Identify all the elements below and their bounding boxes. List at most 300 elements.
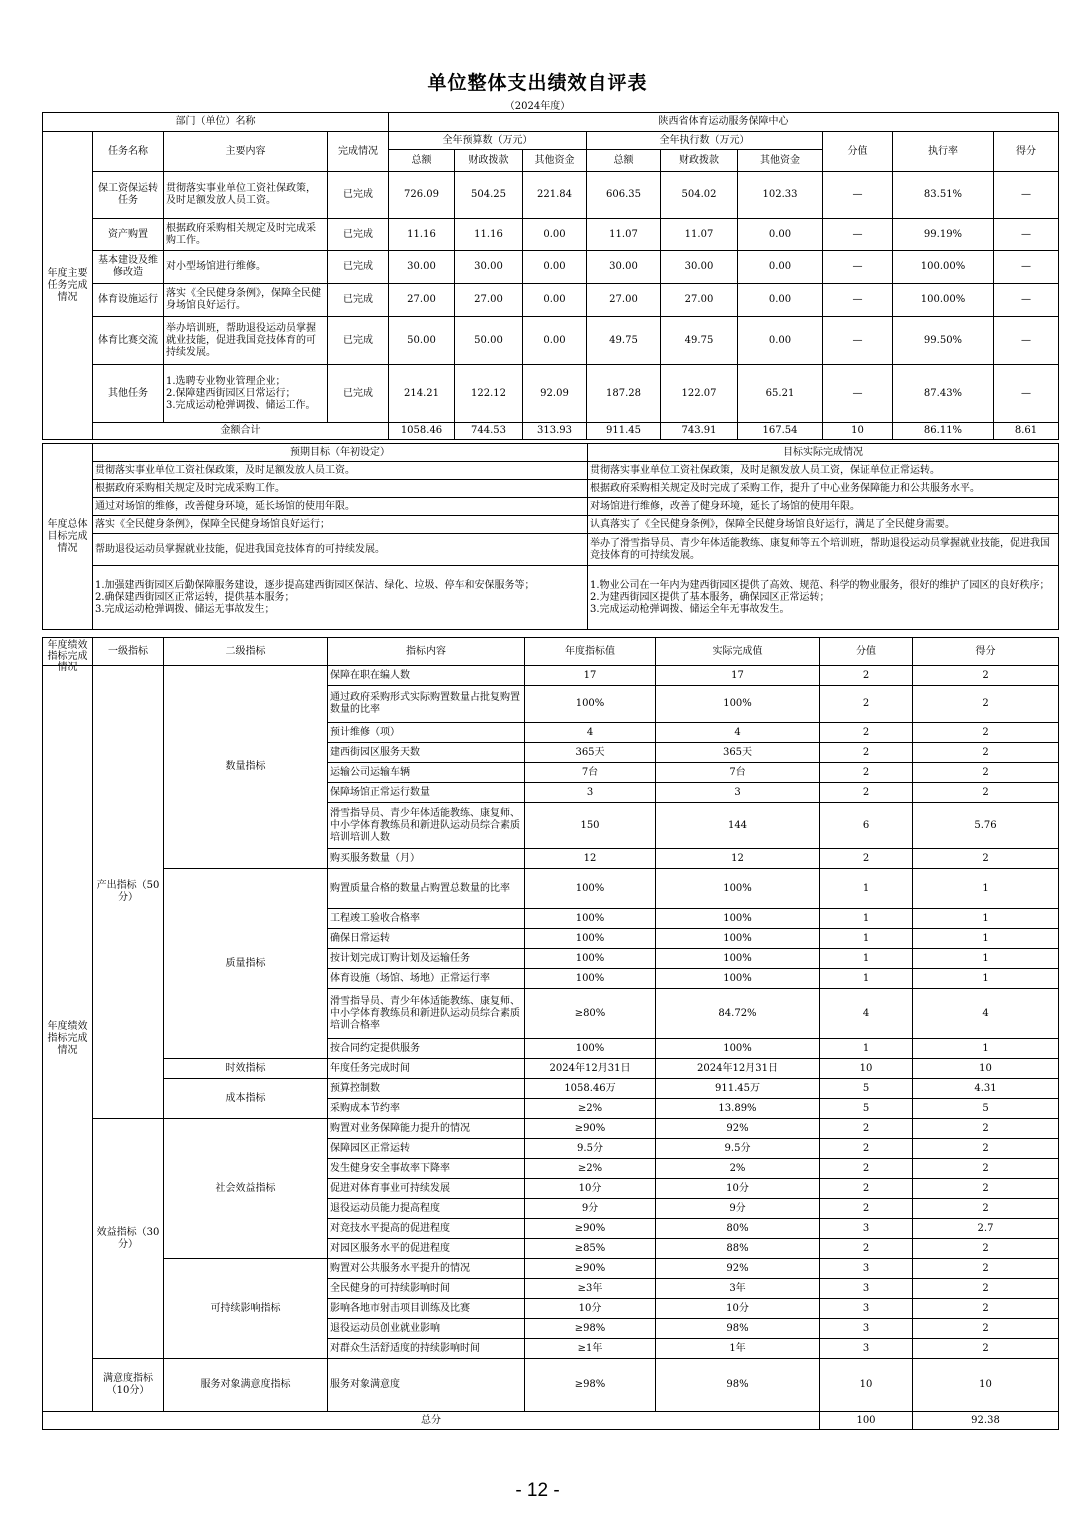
total-value: 100 <box>820 1412 913 1430</box>
task-budget-fiscal: 50.00 <box>455 317 523 365</box>
indicator-target: 100% <box>525 969 656 989</box>
header-task-content: 主要内容 <box>164 132 328 172</box>
task-exec-fiscal: 122.07 <box>661 365 738 423</box>
indicator-actual: 92% <box>656 1119 820 1139</box>
task-score: — <box>994 317 1059 365</box>
task-content: 贯彻落实事业单位工资社保政策，及时足额发放人员工资。 <box>164 172 328 219</box>
indicator-target: ≥80% <box>525 989 656 1039</box>
indicator-content: 年度任务完成时间 <box>328 1059 525 1079</box>
indicator-value: 3 <box>820 1219 913 1239</box>
task-status: 已完成 <box>328 284 389 317</box>
indicator-actual: 9.5分 <box>656 1139 820 1159</box>
expected-header: 预期目标（年初设定） <box>93 444 588 462</box>
indicator-target: 17 <box>525 666 656 686</box>
task-exec-fiscal: 11.07 <box>661 219 738 251</box>
sum-exec-total: 911.45 <box>587 423 661 440</box>
level2-satisfaction: 服务对象满意度指标 <box>164 1359 328 1412</box>
task-exec-total: 606.35 <box>587 172 661 219</box>
perf-header-score: 得分 <box>913 638 1059 666</box>
goal-row <box>43 462 1059 480</box>
indicator-actual: 100% <box>656 949 820 969</box>
year-subtitle: （2024年度） <box>504 101 571 112</box>
indicator-score: 1 <box>913 869 1059 909</box>
goal-line: 1.物业公司在一年内为建西街园区提供了高效、规范、科学的物业服务，很好的维护了园区的良好秩序； <box>590 579 1050 591</box>
goal-actual: 认真落实了《全民健身条例》，保障全民健身场馆良好运行，满足了全民健身需要。 <box>588 516 1059 534</box>
table-row <box>43 1259 1059 1279</box>
indicator-target: ≥90% <box>525 1259 656 1279</box>
task-score: — <box>994 219 1059 251</box>
task-budget-fiscal: 11.16 <box>455 219 523 251</box>
total-score: 92.38 <box>913 1412 1059 1430</box>
goal-row <box>43 480 1059 498</box>
indicator-actual: 4 <box>656 723 820 743</box>
header-exec-group: 全年执行数（万元） <box>587 132 823 150</box>
indicator-actual: 10分 <box>656 1179 820 1199</box>
indicator-score: 1 <box>913 929 1059 949</box>
indicator-value: 1 <box>820 1039 913 1059</box>
indicator-score: 2 <box>913 849 1059 869</box>
indicator-value: 1 <box>820 949 913 969</box>
perf-header-target: 年度指标值 <box>525 638 656 666</box>
goal-expected: 通过对场馆的维修，改善健身环境，延长场馆的使用年限。 <box>93 498 588 516</box>
task-budget-total: 50.00 <box>389 317 455 365</box>
indicator-content: 发生健身安全事故率下降率 <box>328 1159 525 1179</box>
task-exec-total: 187.28 <box>587 365 661 423</box>
indicator-content: 购置对业务保障能力提升的情况 <box>328 1119 525 1139</box>
indicator-value: 3 <box>820 1259 913 1279</box>
goal-row <box>43 498 1059 516</box>
indicator-target: 9.5分 <box>525 1139 656 1159</box>
table-row <box>43 869 1059 909</box>
indicator-score: 2 <box>913 1119 1059 1139</box>
task-budget-total: 214.21 <box>389 365 455 423</box>
task-budget-fiscal: 30.00 <box>455 251 523 284</box>
indicator-actual: 3 <box>656 783 820 803</box>
indicator-target: 100% <box>525 1039 656 1059</box>
indicator-value: 3 <box>820 1279 913 1299</box>
perf-header-level2: 二级指标 <box>164 638 328 666</box>
indicator-score: 2 <box>913 1139 1059 1159</box>
indicator-score: 10 <box>913 1359 1059 1412</box>
indicator-score: 2 <box>913 723 1059 743</box>
indicator-content: 保障园区正常运转 <box>328 1139 525 1159</box>
task-score-value: — <box>823 317 893 365</box>
indicator-actual: 1年 <box>656 1339 820 1359</box>
indicator-score: 5 <box>913 1099 1059 1119</box>
task-budget-fiscal: 27.00 <box>455 284 523 317</box>
indicator-value: 2 <box>820 686 913 723</box>
task-row <box>43 365 1059 423</box>
task-budget-other: 0.00 <box>523 219 587 251</box>
indicator-value: 3 <box>820 1299 913 1319</box>
indicator-content: 保障在职在编人数 <box>328 666 525 686</box>
indicator-target: 10分 <box>525 1299 656 1319</box>
task-score-value: — <box>823 219 893 251</box>
indicator-target: 150 <box>525 803 656 849</box>
sum-label: 金额合计 <box>93 423 389 440</box>
indicator-value: 1 <box>820 929 913 949</box>
indicator-actual: 92% <box>656 1259 820 1279</box>
task-exec-fiscal: 49.75 <box>661 317 738 365</box>
indicator-value: 2 <box>820 1239 913 1259</box>
sum-exec-rate: 86.11% <box>893 423 994 440</box>
table-row <box>43 666 1059 686</box>
goal-expected <box>93 566 588 630</box>
indicator-content: 预算控制数 <box>328 1079 525 1099</box>
indicator-target: 9分 <box>525 1199 656 1219</box>
perf-header-level1: 一级指标 <box>93 638 164 666</box>
indicator-score: 1 <box>913 1039 1059 1059</box>
task-row <box>43 284 1059 317</box>
task-status: 已完成 <box>328 219 389 251</box>
dept-label: 部门（单位）名称 <box>43 113 389 132</box>
task-status: 已完成 <box>328 317 389 365</box>
goal-expected: 落实《全民健身条例》，保障全民健身场馆良好运行； <box>93 516 588 534</box>
indicator-content: 滑雪指导员、青少年体适能教练、康复师、中小学体育教练员和新进队运动员综合素质培训培训人数 <box>328 803 525 849</box>
header-budget-group: 全年预算数（万元） <box>389 132 587 150</box>
indicator-score: 2 <box>913 686 1059 723</box>
indicator-value: 1 <box>820 869 913 909</box>
goal-row <box>43 566 1059 630</box>
indicator-score: 4.31 <box>913 1079 1059 1099</box>
performance-table <box>42 637 1059 1430</box>
indicator-score: 10 <box>913 1059 1059 1079</box>
task-content-line: 1.选聘专业物业管理企业； <box>166 375 286 387</box>
goals-section-label: 年度总体目标完成情况 <box>43 444 93 630</box>
task-budget-other: 0.00 <box>523 251 587 284</box>
indicator-value: 5 <box>820 1099 913 1119</box>
task-budget-other: 221.84 <box>523 172 587 219</box>
header-budget-fiscal: 财政拨款 <box>455 150 523 172</box>
indicator-target: ≥2% <box>525 1099 656 1119</box>
goal-line: 3.完成运动枪弹调拨、储运无事故发生； <box>95 603 275 615</box>
total-row <box>43 1412 1059 1430</box>
indicator-target: 10分 <box>525 1179 656 1199</box>
indicator-score: 1 <box>913 949 1059 969</box>
task-budget-fiscal: 504.25 <box>455 172 523 219</box>
task-exec-other: 0.00 <box>738 219 823 251</box>
task-budget-other: 92.09 <box>523 365 587 423</box>
task-content: 对小型场馆进行维修。 <box>164 251 328 284</box>
indicator-content: 退役运动员能力提高程度 <box>328 1199 525 1219</box>
task-score: — <box>994 284 1059 317</box>
indicator-score: 2 <box>913 1159 1059 1179</box>
indicator-actual: 13.89% <box>656 1099 820 1119</box>
indicator-actual: 7台 <box>656 763 820 783</box>
indicator-value: 1 <box>820 969 913 989</box>
indicator-actual: 3年 <box>656 1279 820 1299</box>
task-content-line: 2.保障建西街园区日常运行； <box>166 387 296 399</box>
indicator-score: 2 <box>913 763 1059 783</box>
header-budget-total: 总额 <box>389 150 455 172</box>
task-status: 已完成 <box>328 172 389 219</box>
indicator-score: 2.7 <box>913 1219 1059 1239</box>
indicator-actual: 100% <box>656 686 820 723</box>
indicator-target: 100% <box>525 909 656 929</box>
task-row <box>43 172 1059 219</box>
task-budget-total: 27.00 <box>389 284 455 317</box>
task-score-value: — <box>823 172 893 219</box>
level2-cost: 成本指标 <box>164 1079 328 1119</box>
indicator-content: 滑雪指导员、青少年体适能教练、康复师、中小学体育教练员和新进队运动员综合素质培训合格率 <box>328 989 525 1039</box>
indicator-actual: 911.45万 <box>656 1079 820 1099</box>
task-status: 已完成 <box>328 251 389 284</box>
indicator-actual: 17 <box>656 666 820 686</box>
indicator-target: ≥1年 <box>525 1339 656 1359</box>
sum-budget-total: 1058.46 <box>389 423 455 440</box>
indicator-value: 10 <box>820 1059 913 1079</box>
goals-table <box>42 443 1059 630</box>
indicator-content: 运输公司运输车辆 <box>328 763 525 783</box>
level2-sustain: 可持续影响指标 <box>164 1259 328 1359</box>
indicator-content: 购置质量合格的数量占购置总数量的比率 <box>328 869 525 909</box>
indicator-score: 2 <box>913 1239 1059 1259</box>
indicator-content: 对园区服务水平的促进程度 <box>328 1239 525 1259</box>
task-content <box>164 365 328 423</box>
task-name: 体育设施运行 <box>93 284 164 317</box>
task-exec-total: 27.00 <box>587 284 661 317</box>
indicator-target: 365天 <box>525 743 656 763</box>
indicator-score: 5.76 <box>913 803 1059 849</box>
indicator-target: ≥90% <box>525 1119 656 1139</box>
indicator-target: 4 <box>525 723 656 743</box>
task-budget-other: 0.00 <box>523 317 587 365</box>
goal-actual: 对场馆进行维修，改善了健身环境，延长了场馆的使用年限。 <box>588 498 1059 516</box>
task-exec-other: 65.21 <box>738 365 823 423</box>
indicator-score: 2 <box>913 743 1059 763</box>
indicator-content: 购买服务数量（月） <box>328 849 525 869</box>
indicator-value: 2 <box>820 1199 913 1219</box>
indicator-actual: 98% <box>656 1319 820 1339</box>
task-exec-total: 11.07 <box>587 219 661 251</box>
goal-actual: 根据政府采购相关规定及时完成了采购工作，提升了中心业务保障能力和公共服务水平。 <box>588 480 1059 498</box>
indicator-score: 4 <box>913 989 1059 1039</box>
task-score: — <box>994 172 1059 219</box>
indicator-score: 2 <box>913 666 1059 686</box>
header-exec-rate: 执行率 <box>893 132 994 172</box>
indicator-target: ≥90% <box>525 1219 656 1239</box>
task-content: 根据政府采购相关规定及时完成采购工作。 <box>164 219 328 251</box>
indicator-actual: 100% <box>656 869 820 909</box>
goal-line: 1.加强建西街园区后勤保障服务建设，逐步提高建西街园区保洁、绿化、垃圾、停车和安保服务等； <box>95 579 535 591</box>
indicator-actual: 98% <box>656 1359 820 1412</box>
indicator-content: 预计维修（项） <box>328 723 525 743</box>
indicator-value: 4 <box>820 989 913 1039</box>
indicator-actual: 100% <box>656 1039 820 1059</box>
indicator-value: 6 <box>820 803 913 849</box>
header-task-name: 任务名称 <box>93 132 164 172</box>
task-content-line: 3.完成运动枪弹调拨、储运工作。 <box>166 399 316 411</box>
indicator-actual: 10分 <box>656 1299 820 1319</box>
header-score-value: 分值 <box>823 132 893 172</box>
page-title: 单位整体支出绩效自评表 <box>427 72 648 94</box>
indicator-score: 2 <box>913 783 1059 803</box>
task-score-value: — <box>823 365 893 423</box>
level2-social: 社会效益指标 <box>164 1119 328 1259</box>
header-exec-fiscal: 财政拨款 <box>661 150 738 172</box>
task-budget-fiscal: 122.12 <box>455 365 523 423</box>
task-row <box>43 317 1059 365</box>
task-exec-rate: 100.00% <box>893 251 994 284</box>
indicator-target: 100% <box>525 686 656 723</box>
task-exec-rate: 83.51% <box>893 172 994 219</box>
indicator-content: 促进对体育事业可持续发展 <box>328 1179 525 1199</box>
indicator-value: 2 <box>820 723 913 743</box>
task-score-value: — <box>823 251 893 284</box>
indicator-actual: 80% <box>656 1219 820 1239</box>
indicator-actual: 84.72% <box>656 989 820 1039</box>
indicator-value: 2 <box>820 666 913 686</box>
indicator-value: 10 <box>820 1359 913 1412</box>
perf-header-clipped: 年度绩效指标完成情况 <box>43 638 93 666</box>
task-score: — <box>994 365 1059 423</box>
task-exec-other: 0.00 <box>738 317 823 365</box>
task-name: 保工资保运转任务 <box>93 172 164 219</box>
level2-timeliness: 时效指标 <box>164 1059 328 1079</box>
dept-value: 陕西省体育运动服务保障中心 <box>389 113 1059 132</box>
header-exec-total: 总额 <box>587 150 661 172</box>
header-score: 得分 <box>994 132 1059 172</box>
indicator-content: 影响各地市射击项目训练及比赛 <box>328 1299 525 1319</box>
indicator-value: 2 <box>820 783 913 803</box>
indicator-value: 2 <box>820 849 913 869</box>
indicator-score: 2 <box>913 1299 1059 1319</box>
task-exec-rate: 87.43% <box>893 365 994 423</box>
task-exec-total: 30.00 <box>587 251 661 284</box>
task-score-value: — <box>823 284 893 317</box>
page-number: - 12 - <box>515 1480 560 1501</box>
sum-budget-fiscal: 744.53 <box>455 423 523 440</box>
task-exec-total: 49.75 <box>587 317 661 365</box>
indicator-score: 1 <box>913 909 1059 929</box>
table-row <box>43 1059 1059 1079</box>
indicator-content: 全民健身的可持续影响时间 <box>328 1279 525 1299</box>
indicator-content: 确保日常运转 <box>328 929 525 949</box>
task-exec-rate: 99.19% <box>893 219 994 251</box>
indicator-content: 通过政府采购形式实际购置数量占批复购置数量的比率 <box>328 686 525 723</box>
tasks-section-label: 年度主要任务完成情况 <box>43 132 93 440</box>
level2-quantity: 数量指标 <box>164 666 328 869</box>
indicator-target: ≥98% <box>525 1319 656 1339</box>
indicator-value: 2 <box>820 763 913 783</box>
indicator-actual: 2024年12月31日 <box>656 1059 820 1079</box>
indicator-content: 按计划完成订购计划及运输任务 <box>328 949 525 969</box>
indicator-target: ≥85% <box>525 1239 656 1259</box>
tasks-table <box>42 112 1059 440</box>
indicator-actual: 12 <box>656 849 820 869</box>
task-budget-total: 30.00 <box>389 251 455 284</box>
indicator-actual: 144 <box>656 803 820 849</box>
indicator-target: ≥98% <box>525 1359 656 1412</box>
goal-expected: 根据政府采购相关规定及时完成采购工作。 <box>93 480 588 498</box>
header-budget-other: 其他资金 <box>523 150 587 172</box>
goal-row <box>43 534 1059 566</box>
task-exec-fiscal: 504.02 <box>661 172 738 219</box>
sum-budget-other: 313.93 <box>523 423 587 440</box>
sum-exec-fiscal: 743.91 <box>661 423 738 440</box>
perf-header-content: 指标内容 <box>328 638 525 666</box>
actual-header: 目标实际完成情况 <box>588 444 1059 462</box>
indicator-actual: 100% <box>656 929 820 949</box>
indicator-score: 2 <box>913 1199 1059 1219</box>
task-exec-other: 102.33 <box>738 172 823 219</box>
goal-line: 3.完成运动枪弹调拨、储运全年无事故发生。 <box>590 603 790 615</box>
indicator-value: 2 <box>820 743 913 763</box>
sum-exec-other: 167.54 <box>738 423 823 440</box>
level1-benefit: 效益指标（30分） <box>93 1119 164 1359</box>
indicator-actual: 100% <box>656 909 820 929</box>
indicator-content: 购置对公共服务水平提升的情况 <box>328 1259 525 1279</box>
indicator-score: 2 <box>913 1339 1059 1359</box>
goal-expected: 帮助退役运动员掌握就业技能，促进我国竞技体育的可持续发展。 <box>93 534 588 566</box>
indicator-target: 3 <box>525 783 656 803</box>
goal-line: 2.为建西街园区提供了基本服务，确保园区正常运转； <box>590 591 830 603</box>
indicator-score: 2 <box>913 1319 1059 1339</box>
indicator-score: 1 <box>913 969 1059 989</box>
task-content: 举办培训班，帮助退役运动员掌握就业技能，促进我国竞技体育的可持续发展。 <box>164 317 328 365</box>
indicator-value: 1 <box>820 909 913 929</box>
indicator-target: 7台 <box>525 763 656 783</box>
level1-output: 产出指标（50分） <box>93 666 164 1119</box>
indicator-value: 2 <box>820 1119 913 1139</box>
indicator-score: 2 <box>913 1279 1059 1299</box>
task-exec-fiscal: 27.00 <box>661 284 738 317</box>
indicator-target: ≥2% <box>525 1159 656 1179</box>
indicator-content: 工程竣工验收合格率 <box>328 909 525 929</box>
indicator-target: 100% <box>525 869 656 909</box>
indicator-target: 1058.46万 <box>525 1079 656 1099</box>
task-status: 已完成 <box>328 365 389 423</box>
task-exec-rate: 100.00% <box>893 284 994 317</box>
indicator-target: 2024年12月31日 <box>525 1059 656 1079</box>
indicator-content: 对群众生活舒适度的持续影响时间 <box>328 1339 525 1359</box>
indicator-value: 3 <box>820 1319 913 1339</box>
table-row <box>43 1079 1059 1099</box>
task-name: 体育比赛交流 <box>93 317 164 365</box>
indicator-actual: 88% <box>656 1239 820 1259</box>
indicator-actual: 100% <box>656 969 820 989</box>
indicator-value: 2 <box>820 1179 913 1199</box>
indicator-content: 建西街园区服务天数 <box>328 743 525 763</box>
sum-score-value: 10 <box>823 423 893 440</box>
indicator-value: 3 <box>820 1339 913 1359</box>
header-exec-other: 其他资金 <box>738 150 823 172</box>
indicator-content: 保障场馆正常运行数量 <box>328 783 525 803</box>
perf-header-value: 分值 <box>820 638 913 666</box>
task-budget-total: 726.09 <box>389 172 455 219</box>
indicator-value: 2 <box>820 1139 913 1159</box>
indicator-target: 12 <box>525 849 656 869</box>
task-name: 其他任务 <box>93 365 164 423</box>
indicator-content: 采购成本节约率 <box>328 1099 525 1119</box>
indicator-target: 100% <box>525 929 656 949</box>
task-row <box>43 251 1059 284</box>
perf-section-label: 年度绩效指标完成情况 <box>43 666 93 1412</box>
task-exec-rate: 99.50% <box>893 317 994 365</box>
task-content: 落实《全民健身条例》，保障全民健身场馆良好运行。 <box>164 284 328 317</box>
indicator-content: 体育设施（场馆、场地）正常运行率 <box>328 969 525 989</box>
goal-line: 2.确保建西街园区正常运转，提供基本服务； <box>95 591 295 603</box>
task-budget-total: 11.16 <box>389 219 455 251</box>
header-status: 完成情况 <box>328 132 389 172</box>
indicator-value: 2 <box>820 1159 913 1179</box>
indicator-content: 退役运动员创业就业影响 <box>328 1319 525 1339</box>
task-exec-other: 0.00 <box>738 284 823 317</box>
indicator-content: 服务对象满意度 <box>328 1359 525 1412</box>
indicator-target: ≥3年 <box>525 1279 656 1299</box>
indicator-value: 5 <box>820 1079 913 1099</box>
task-name: 基本建设及维修改造 <box>93 251 164 284</box>
